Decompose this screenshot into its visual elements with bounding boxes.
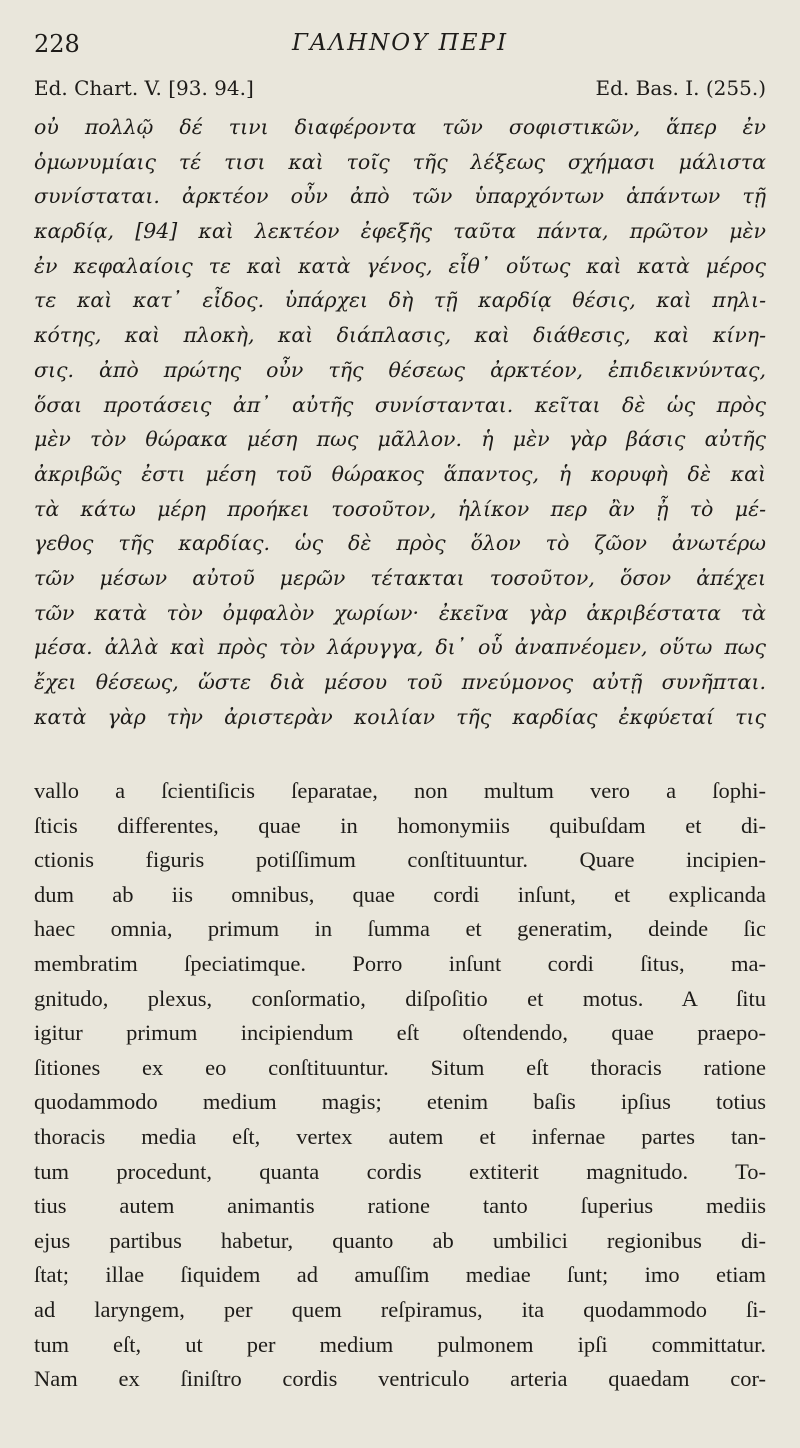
- greek-text-line: ἔχει θέσεως, ὥστε διὰ μέσου τοῦ πνεύμονος αὐτῇ συνῆπται.: [34, 670, 766, 694]
- greek-text-line: τὰ κάτω μέρη προήκει τοσοῦτον, ἡλίκον περ ἂν ᾖ τὸ μέ-: [34, 496, 766, 521]
- edition-basel-reference: Ed. Bas. I. (255.): [595, 76, 766, 100]
- greek-text-line: οὐ πολλῷ δέ τινι διαφέροντα τῶν σοφιστικῶν, ἅπερ ἐν: [34, 115, 766, 139]
- latin-text-line: tum eſt, ut per medium pulmonem ipſi committatur.: [34, 1331, 766, 1357]
- latin-text-line: gnitudo, plexus, conſormatio, diſpoſitio et motus. A ſitu: [34, 985, 766, 1011]
- greek-text-line: μέσα. ἀλλὰ καὶ πρὸς τὸν λάρυγγα, δι᾽ οὗ ἀναπνέομεν, οὕτω πως: [34, 635, 766, 660]
- latin-text-line: Nam ex ſiniſtro cordis ventriculo arteria quaedam cor-: [34, 1366, 766, 1392]
- greek-text-line: τῶν κατὰ τὸν ὀμφαλὸν χωρίων· ἐκεῖνα γὰρ ἀκριβέστατα τὰ: [34, 600, 766, 625]
- latin-text-line: ſticis differentes, quae in homonymiis quibuſdam et di-: [34, 812, 766, 838]
- greek-text-line: σις. ἀπὸ πρώτης οὖν τῆς θέσεως ἀρκτέον, ἐπιδεικνύντας,: [34, 357, 766, 382]
- latin-text-line: thoracis media eſt, vertex autem et infernae partes tan-: [34, 1123, 766, 1149]
- latin-text-line: haec omnia, primum in ſumma et generatim, deinde ſic: [34, 916, 766, 942]
- greek-text-line: τε καὶ κατ᾽ εἶδος. ὑπάρχει δὴ τῇ καρδίᾳ θέσις, καὶ πηλι-: [34, 288, 766, 313]
- latin-text-line: ad laryngem, per quem reſpiramus, ita quodammodo ſi-: [34, 1296, 766, 1322]
- greek-text-line: γεθος τῆς καρδίας. ὡς δὲ πρὸς ὅλον τὸ ζῶον ἀνωτέρω: [34, 531, 766, 556]
- latin-text-line: ejus partibus habetur, quanto ab umbilici regionibus di-: [34, 1227, 766, 1253]
- greek-text-line: ἀκριβῶς ἐστι μέση τοῦ θώρακος ἅπαντος, ἡ κορυφὴ δὲ καὶ: [34, 461, 766, 486]
- page-number: 228: [34, 30, 80, 58]
- greek-text-line: κότης, καὶ πλοκὴ, καὶ διάπλασις, καὶ διάθεσις, καὶ κίνη-: [34, 323, 766, 348]
- greek-text-line: κατὰ γὰρ τὴν ἀριστερὰν κοιλίαν τῆς καρδίας ἐκφύεταί τις: [34, 704, 766, 729]
- greek-text-line: τῶν μέσων αὐτοῦ μερῶν τέτακται τοσοῦτον, ὅσον ἀπέχει: [34, 565, 766, 590]
- edition-references: [34, 76, 766, 106]
- greek-text-line: συνίσταται. ἀρκτέον οὖν ἀπὸ τῶν ὑπαρχόντων ἁπάντων τῇ: [34, 184, 766, 209]
- greek-text-line: ἐν κεφαλαίοις τε καὶ κατὰ γένος, εἶθ᾽ οὕτως καὶ κατὰ μέρος: [34, 253, 766, 278]
- latin-text-block: [34, 774, 766, 1397]
- latin-text-line: ctionis figuris potiſſimum conſtituuntur. Quare incipien-: [34, 847, 766, 873]
- edition-chart-reference: Ed. Chart. V. [93. 94.]: [34, 76, 254, 100]
- greek-text-line: ὅσαι προτάσεις ἀπ᾽ αὐτῆς συνίστανται. κεῖται δὲ ὡς πρὸς: [34, 392, 766, 417]
- latin-text-line: ſtat; illae ſiquidem ad amuſſim mediae ſunt; imo etiam: [34, 1262, 766, 1288]
- latin-text-line: tum procedunt, quanta cordis extiterit magnitudo. To-: [34, 1158, 766, 1184]
- greek-text-line: μὲν τὸν θώρακα μέση πως μᾶλλον. ἡ μὲν γὰρ βάσις αὐτῆς: [34, 427, 766, 452]
- latin-text-line: quodammodo medium magis; etenim baſis ipſius totius: [34, 1089, 766, 1115]
- page-header: [34, 30, 766, 64]
- latin-text-line: dum ab iis omnibus, quae cordi inſunt, et explicanda: [34, 881, 766, 907]
- greek-text-line: ὁμωνυμίαις τέ τισι καὶ τοῖς τῆς λέξεως σχήμασι μάλιστα: [34, 149, 766, 174]
- latin-text-line: tius autem animantis ratione tanto ſuperius mediis: [34, 1193, 766, 1219]
- latin-text-line: igitur primum incipiendum eſt oſtendendo, quae praepo-: [34, 1020, 766, 1046]
- latin-text-line: ſitiones ex eo conſtituuntur. Situm eſt thoracis ratione: [34, 1054, 766, 1080]
- running-head: ΓΑΛΗΝΟΥ ΠΕΡΙ: [291, 30, 509, 56]
- greek-text-block: [34, 110, 766, 734]
- greek-text-line: καρδίᾳ, [94] καὶ λεκτέον ἐφεξῆς ταῦτα πάντα, πρῶτον μὲν: [34, 219, 766, 244]
- latin-text-line: vallo a ſcientiſicis ſeparatae, non multum vero a ſophi-: [34, 778, 766, 803]
- latin-text-line: membratim ſpeciatimque. Porro inſunt cordi ſitus, ma-: [34, 950, 766, 976]
